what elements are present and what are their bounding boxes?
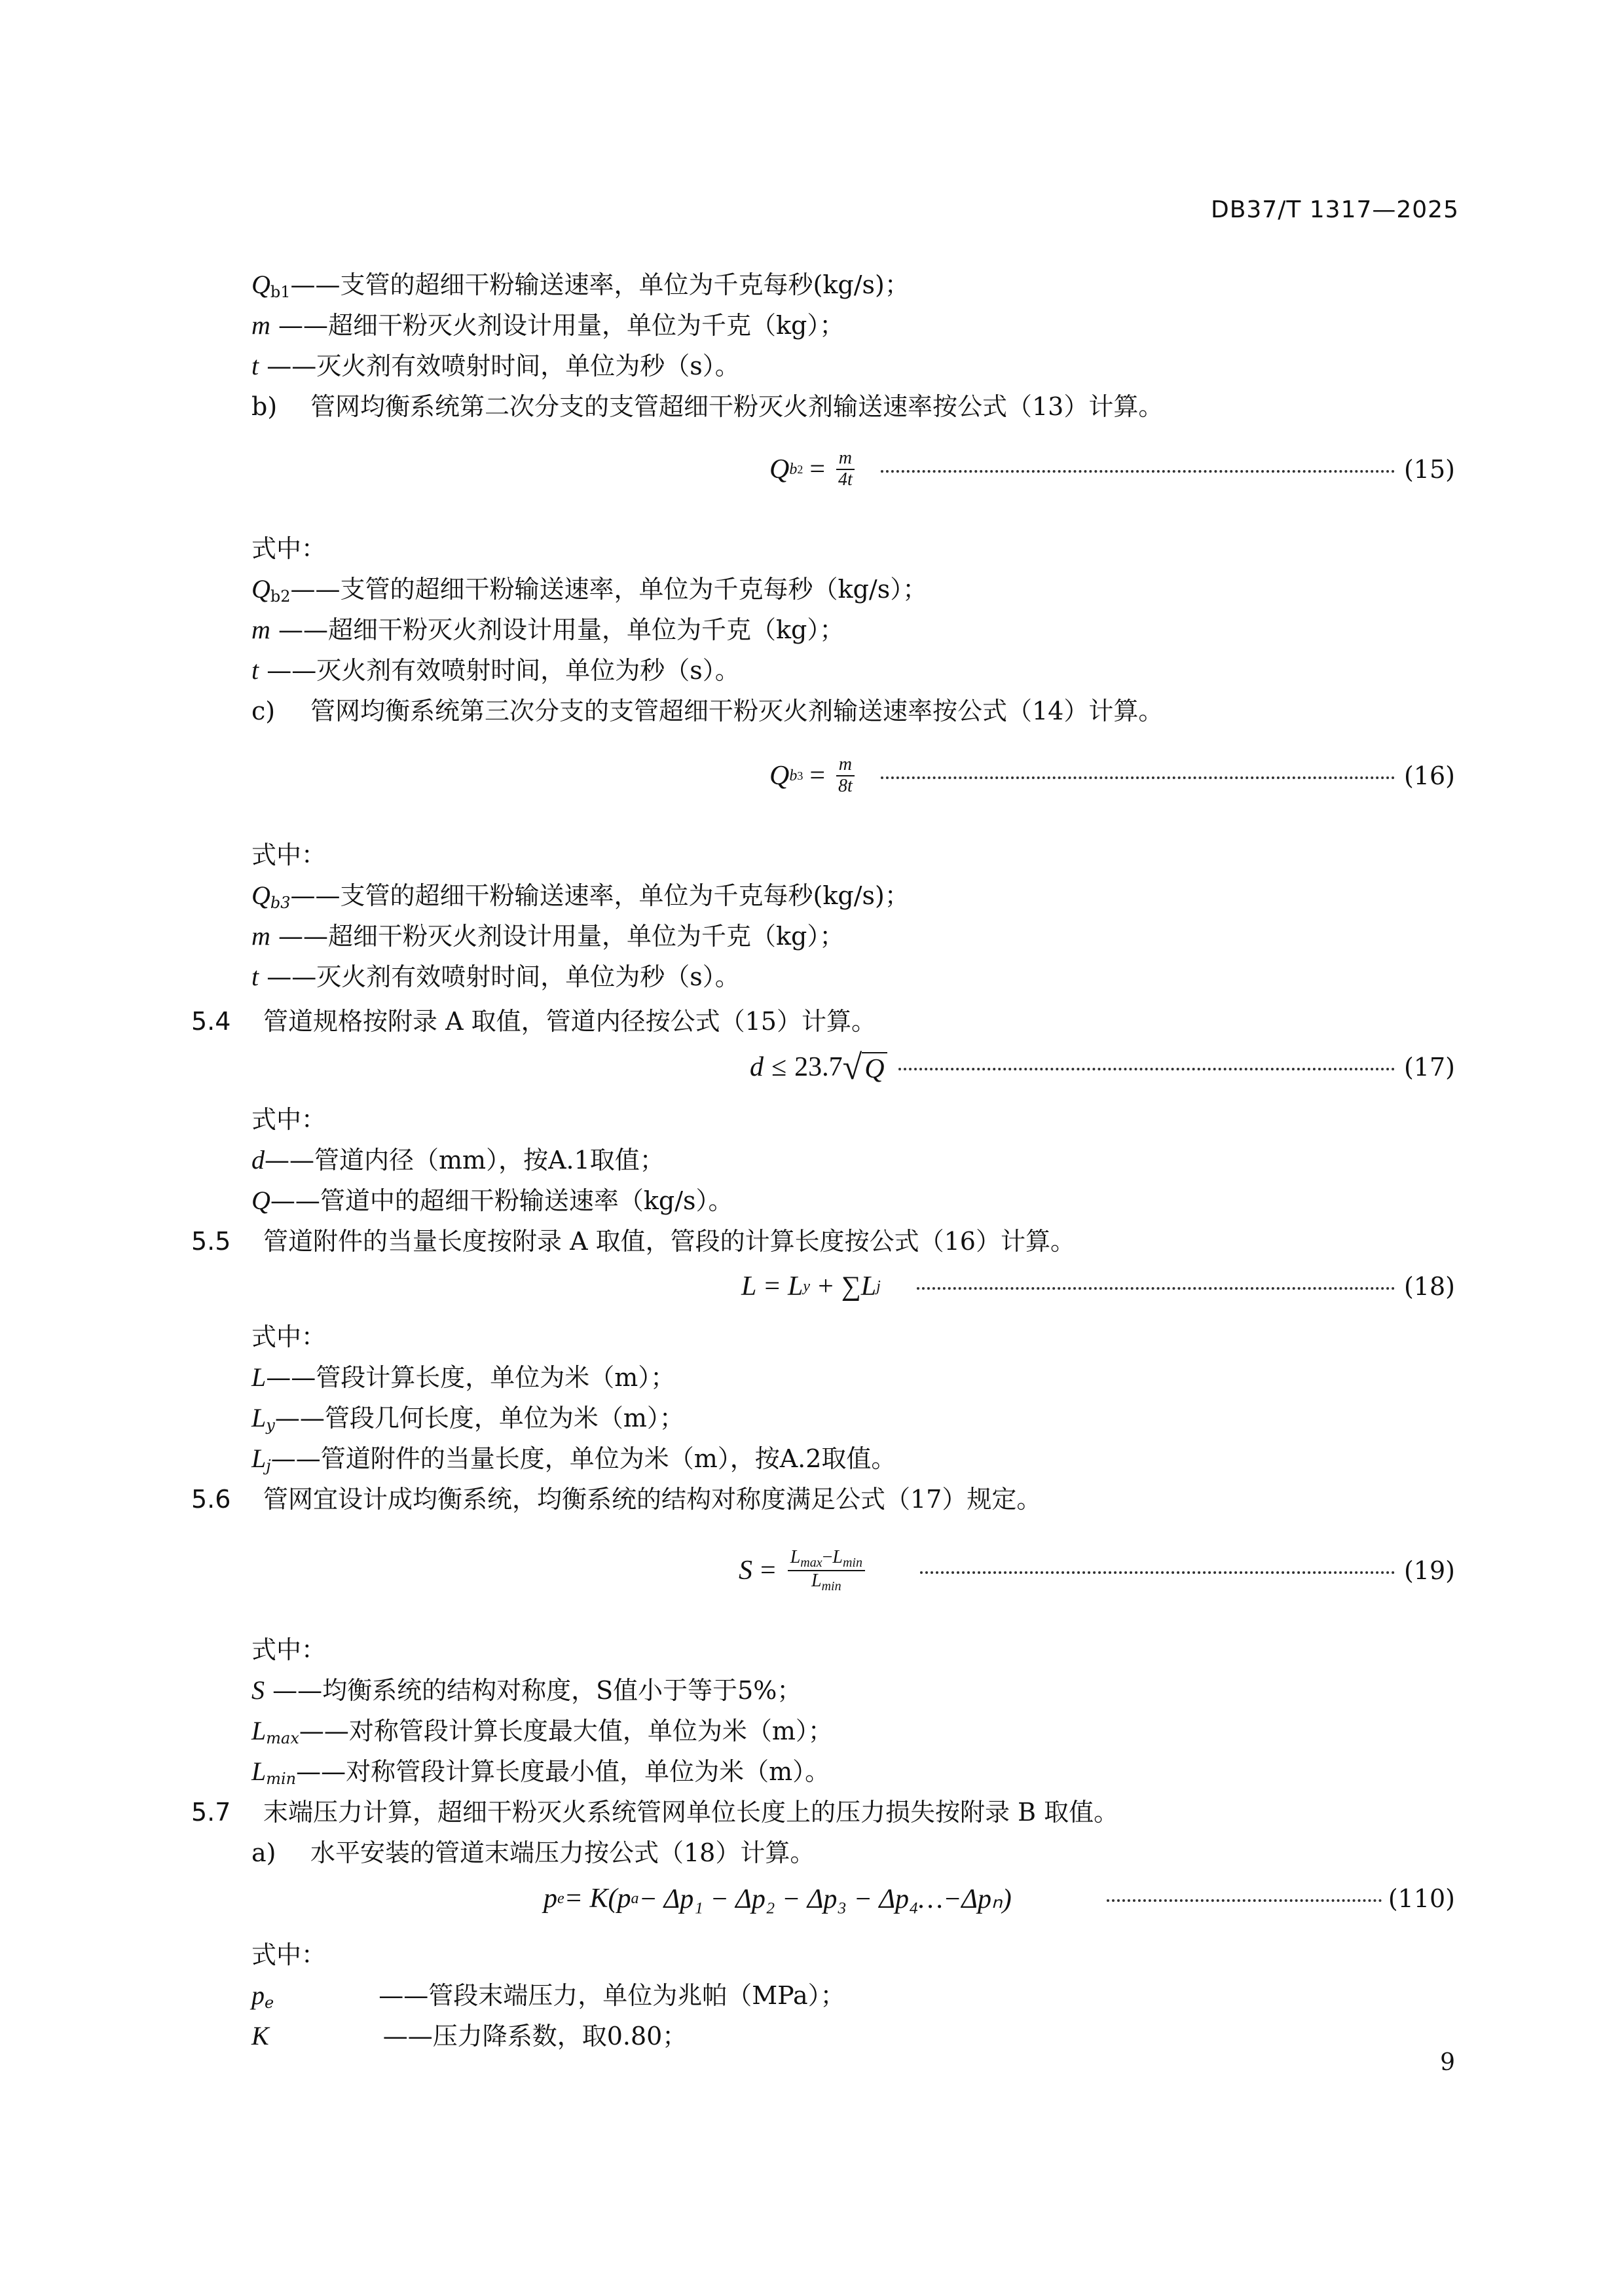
definition-line: m ——超细干粉灭火剂设计用量，单位为千克（kg）； bbox=[251, 310, 845, 340]
list-item-c: c) 管网均衡系统第三次分支的支管超细干粉灭火剂输送速率按公式（14）计算。 bbox=[251, 697, 1164, 725]
definition-line: K ——压力降系数，取0.80； bbox=[251, 2021, 688, 2050]
definition-line: t ——灭火剂有效喷射时间，单位为秒（s）。 bbox=[251, 655, 740, 685]
definition-line: $Q_{b2}——$支管的超细干粉输送速率，单位为千克每秒（kg/s）； bbox=[251, 574, 928, 606]
formula-number: (16) bbox=[1403, 761, 1455, 790]
definition-line: S ——均衡系统的结构对称度，S值小于等于5%； bbox=[251, 1675, 802, 1705]
where-label: 式中： bbox=[251, 841, 327, 869]
formula-17: d ≤ 23.7 √ Q (17) bbox=[0, 1038, 1624, 1097]
where-label: 式中： bbox=[251, 1105, 327, 1134]
definition-line: Lj——管道附件的当量长度，单位为米（m），按A.2取值。 bbox=[251, 1444, 896, 1475]
definition-line: d——管道内径（mm），按A.1取值； bbox=[251, 1145, 665, 1175]
definition-line: pe ——管段末端压力，单位为兆帕（MPa）； bbox=[251, 1980, 845, 2012]
formula-number: (15) bbox=[1403, 455, 1455, 484]
definition-line: m ——超细干粉灭火剂设计用量，单位为千克（kg）； bbox=[251, 921, 845, 951]
where-label: 式中： bbox=[251, 1635, 327, 1664]
definition-line: L——管段计算长度，单位为米（m）； bbox=[251, 1362, 676, 1392]
definition-line: $Q_{b1}——$支管的超细干粉输送速率，单位为千克每秒(kg/s)； bbox=[251, 270, 910, 301]
definition-line: Q——管道中的超细干粉输送速率（kg/s）。 bbox=[251, 1186, 733, 1215]
definition-line: t ——灭火剂有效喷射时间，单位为秒（s）。 bbox=[251, 962, 740, 991]
document-code: DB37/T 1317—2025 bbox=[1210, 196, 1459, 223]
where-label: 式中： bbox=[251, 534, 327, 563]
definition-line: Lmax——对称管段计算长度最大值，单位为米（m）； bbox=[251, 1716, 833, 1747]
formula-18: L = L y + ∑ L j (18) bbox=[0, 1257, 1624, 1316]
page-number: 9 bbox=[1440, 2049, 1455, 2076]
formula-110: p e = K(p a − Δp₁ − Δp₂ − Δp₃ − Δp₄…−Δpₙ) (110) bbox=[0, 1869, 1624, 1928]
formula-number: (110) bbox=[1388, 1884, 1455, 1913]
where-label: 式中： bbox=[251, 1941, 327, 1969]
definition-line: Lmin——对称管段计算长度最小值，单位为米（m）。 bbox=[251, 1757, 830, 1788]
formula-number: (18) bbox=[1403, 1272, 1455, 1301]
formula-number: (19) bbox=[1403, 1556, 1455, 1585]
section-5-5: 5.5 管道附件的当量长度按附录 A 取值，管段的计算长度按公式（16）计算。 bbox=[191, 1227, 1075, 1256]
section-5-4: 5.4 管道规格按附录 A 取值，管道内径按公式（15）计算。 bbox=[191, 1007, 876, 1036]
definition-line: Qb3——支管的超细干粉输送速率，单位为千克每秒(kg/s)； bbox=[251, 881, 910, 912]
formula-15: Q b 2 = $\frac{m}{4t}$ (15) bbox=[0, 440, 1624, 499]
definition-line: Ly——管段几何长度，单位为米（m）； bbox=[251, 1403, 684, 1434]
formula-number: (17) bbox=[1403, 1053, 1455, 1082]
list-item-a: a) 水平安装的管道末端压力按公式（18）计算。 bbox=[251, 1838, 815, 1867]
where-label: 式中： bbox=[251, 1322, 327, 1351]
list-item-b: b) 管网均衡系统第二次分支的支管超细干粉灭火剂输送速率按公式（13）计算。 bbox=[251, 392, 1164, 421]
definition-line: t ——灭火剂有效喷射时间，单位为秒（s）。 bbox=[251, 351, 740, 380]
section-5-7: 5.7 末端压力计算，超细干粉灭火系统管网单位长度上的压力损失按附录 B 取值。 bbox=[191, 1798, 1119, 1827]
formula-16: Q b 3 = $\frac{m}{8t}$ (16) bbox=[0, 746, 1624, 805]
definition-line: m ——超细干粉灭火剂设计用量，单位为千克（kg）； bbox=[251, 615, 845, 644]
section-5-6: 5.6 管网宜设计成均衡系统，均衡系统的结构对称度满足公式（17）规定。 bbox=[191, 1485, 1042, 1514]
formula-19: S = $\frac{L_{max}-L_{min}}{L_{min}}$ (19) bbox=[0, 1541, 1624, 1600]
